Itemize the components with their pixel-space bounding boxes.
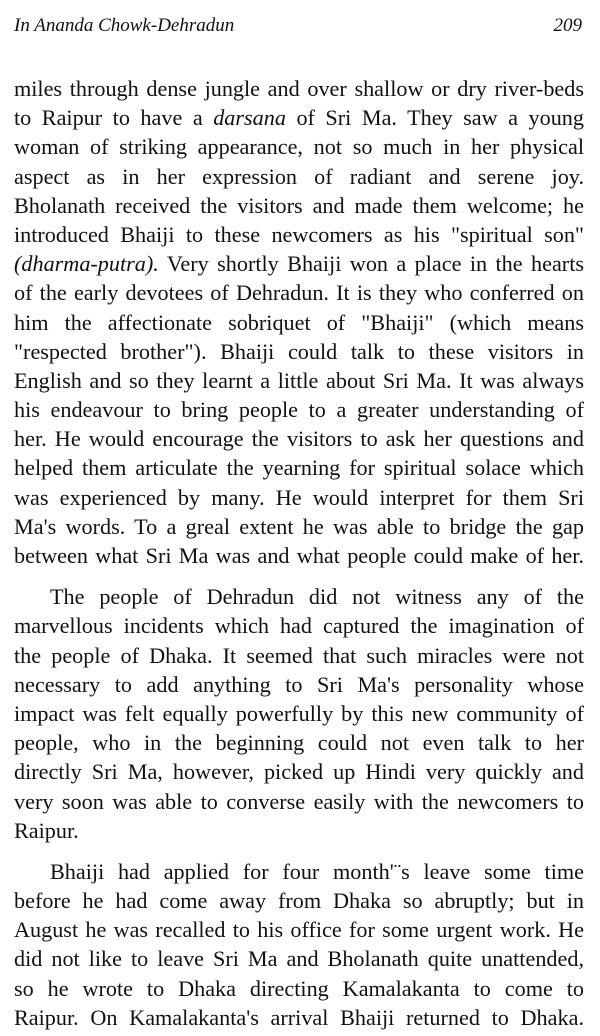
text-line: very soon was able to converse easily with the newcomers to bbox=[14, 788, 584, 814]
text-line: Bhaiji had applied for four month'¨s leave some time bbox=[50, 858, 584, 884]
text-run: Very shortly Bhaiji won a place in the hearts bbox=[158, 251, 584, 277]
text-line: August he was recalled to his office for some urgent work. He bbox=[14, 917, 584, 943]
text-line: miles through dense jungle and over shallow or dry river-beds bbox=[14, 76, 584, 101]
text-line: Bholanath received the visitors and made them welcome; he bbox=[14, 192, 584, 218]
running-title: In Ananda Chowk-Dehradun bbox=[14, 15, 235, 36]
text-run: to Raipur to have a bbox=[14, 105, 214, 131]
paragraph-3 bbox=[14, 857, 584, 1032]
text-line: The people of Dehradun did not witness any of the bbox=[50, 584, 584, 610]
text-line: directly Sri Ma, however, picked up Hindi very quickly and bbox=[14, 759, 584, 785]
text-line: him the affectionate sobriquet of "Bhaiji" (which means bbox=[14, 309, 584, 335]
text-line: did not like to leave Sri Ma and Bholanath quite unattended, bbox=[14, 946, 584, 972]
text-line: impact was felt equally powerfully by this new community of bbox=[14, 700, 584, 726]
text-line: between what Sri Ma was and what people could make of her. bbox=[14, 543, 584, 568]
text-line bbox=[14, 249, 584, 278]
italic-term: darsana bbox=[213, 105, 286, 131]
text-line: was experienced by many. He would interpret for them Sri bbox=[14, 484, 584, 510]
text-line: her. He would encourage the visitors to ask her questions and bbox=[14, 426, 584, 452]
running-head bbox=[14, 12, 582, 40]
text-line: helped them articulate the yearning for spiritual solace which bbox=[14, 455, 584, 481]
text-line: "respected brother"). Bhaiji could talk to these visitors in bbox=[14, 338, 584, 364]
text-line: so he wrote to Dhaka directing Kamalakanta to come to bbox=[14, 975, 584, 1001]
paragraph-1 bbox=[14, 74, 584, 570]
paragraph-2 bbox=[14, 582, 584, 845]
text-line: aspect as in her expression of radiant and serene joy. bbox=[14, 163, 584, 189]
text-line: necessary to add anything to Sri Ma's personality whose bbox=[14, 671, 584, 697]
text-line: of the early devotees of Dehradun. It is they who conferred on bbox=[14, 280, 584, 306]
text-run: of Sri Ma. They saw a young bbox=[285, 105, 584, 131]
italic-term: (dharma-putra). bbox=[14, 251, 159, 277]
text-line: before he had come away from Dhaka so abruptly; but in bbox=[14, 888, 584, 914]
text-line: woman of striking appearance, not so much in her physical bbox=[14, 134, 584, 160]
text-line: introduced Bhaiji to these newcomers as his "spiritual son" bbox=[14, 221, 584, 247]
text-line: Ma's words. To a greal extent he was able to bridge the gap bbox=[14, 513, 584, 539]
text-line: Raipur. bbox=[14, 817, 79, 843]
text-line: his endeavour to bring people to a greater understanding of bbox=[14, 397, 584, 423]
text-line: people, who in the beginning could not even talk to her bbox=[14, 730, 584, 756]
text-line: marvellous incidents which had captured the imagination of bbox=[14, 613, 584, 639]
text-line bbox=[14, 103, 584, 132]
body-text bbox=[14, 74, 584, 1032]
page-number: 209 bbox=[553, 15, 582, 36]
text-line: the people of Dhaka. It seemed that such miracles were not bbox=[14, 642, 584, 668]
text-line: Raipur. On Kamalakanta's arrival Bhaiji returned to Dhaka. bbox=[14, 1004, 584, 1030]
text-line: English and so they learnt a little about Sri Ma. It was always bbox=[14, 367, 584, 393]
